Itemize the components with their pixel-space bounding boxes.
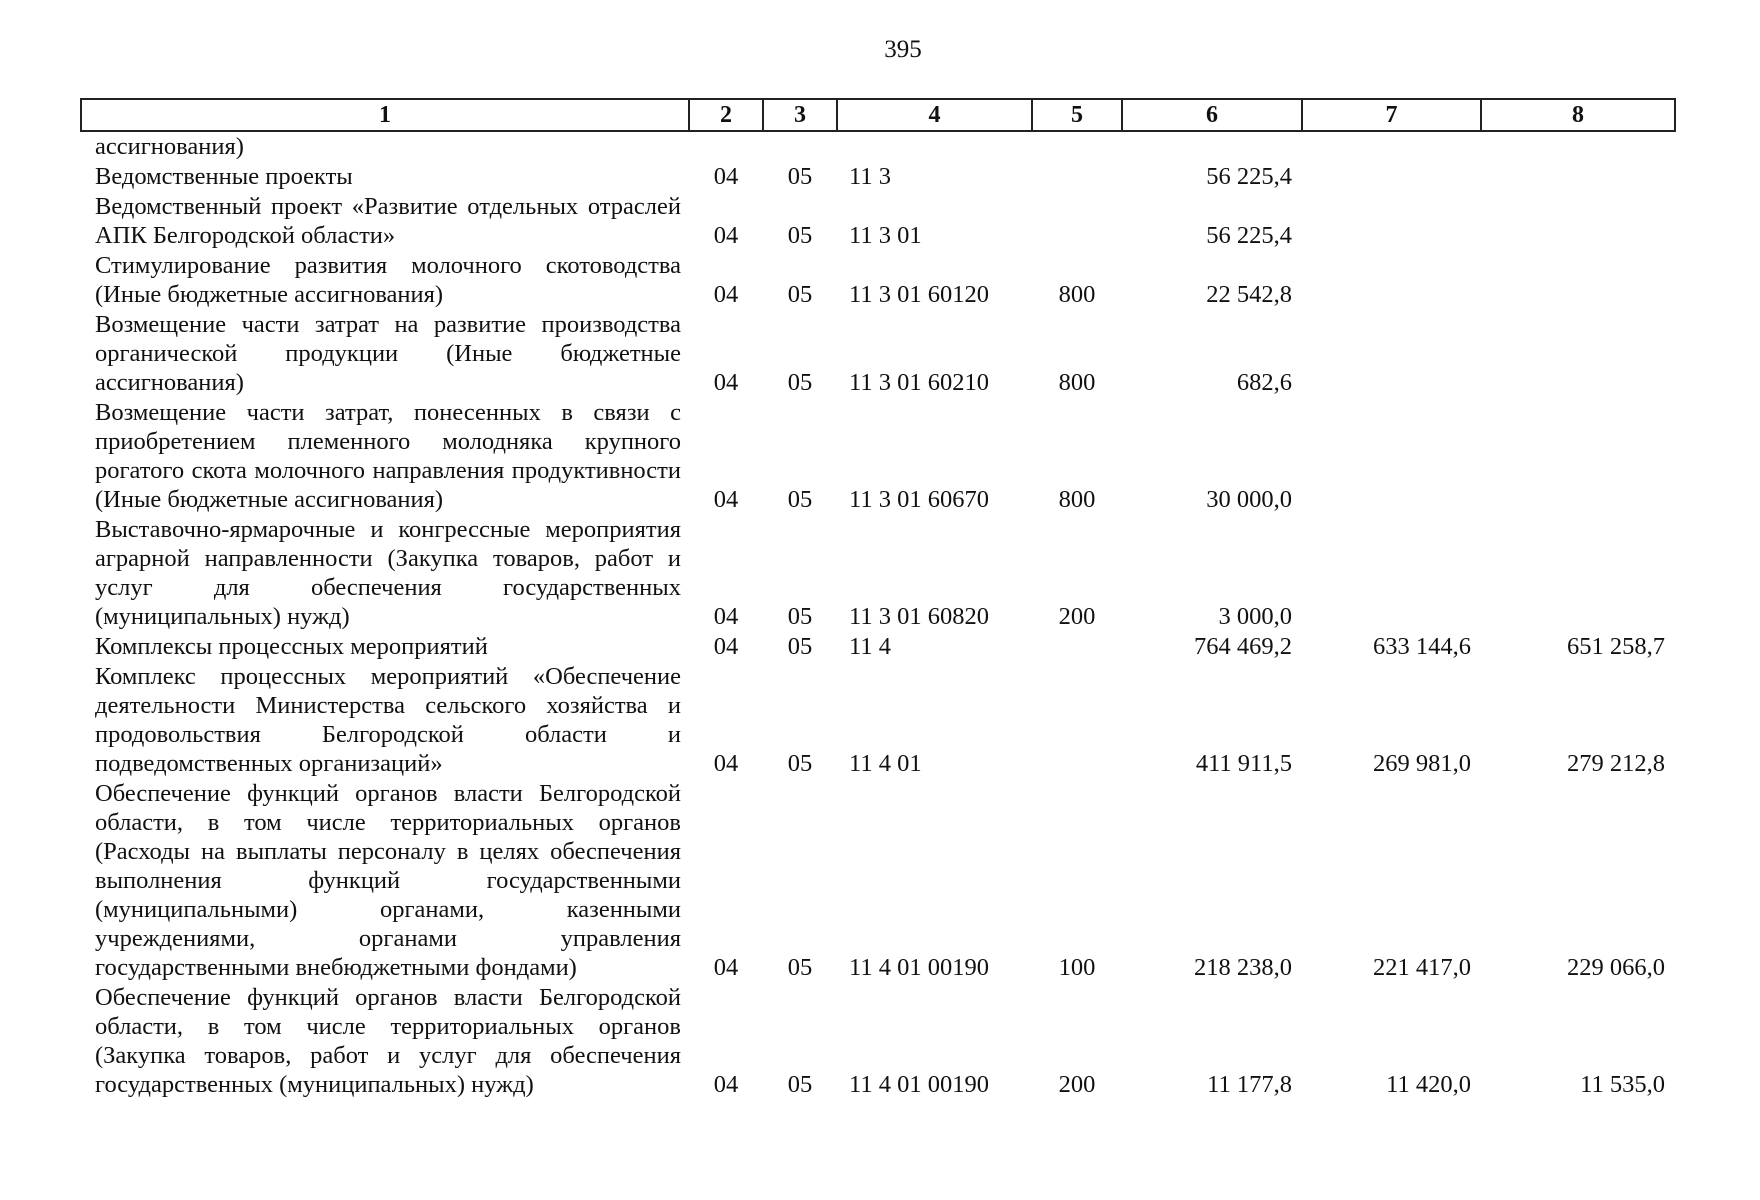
row-target-article-cell: 11 4 01 00190 (849, 954, 989, 981)
row-amount-col6-cell: 30 000,0 (1206, 486, 1292, 513)
row-amount-col7-cell (1302, 251, 1481, 310)
row-expense-type-cell (1032, 632, 1122, 662)
row-expense-type-cell (1032, 162, 1122, 192)
row-amount-col6-cell: 11 177,8 (1207, 1071, 1292, 1098)
table-row (81, 632, 1675, 662)
row-section-cell: 04 (713, 633, 739, 660)
row-name-cell: Обеспечение функций органов власти Белгородской области, в том числе территориальных органов (Закупка товаров, работ и услуг для обеспечения государственных (муниципальных) нужд) (95, 984, 681, 1098)
table-row (81, 779, 1675, 983)
row-section-cell: 04 (713, 281, 739, 308)
row-subsection-cell: 05 (787, 750, 813, 777)
row-name-cell: Выставочно-ярмарочные и конгрессные мероприятия аграрной направленности (Закупка товаров, работ и услуг для обеспечения государственных (муниципальных) нужд) (95, 516, 681, 630)
table-row (81, 310, 1675, 398)
row-amount-col6-cell: 764 469,2 (1194, 633, 1292, 660)
row-amount-col7-cell: 221 417,0 (1373, 954, 1471, 981)
row-amount-col6-cell: 218 238,0 (1194, 954, 1292, 981)
row-subsection-cell: 05 (787, 486, 813, 513)
row-amount-col8-cell: 229 066,0 (1567, 954, 1665, 981)
row-section-cell: 04 (713, 1071, 739, 1098)
table-header (81, 99, 1675, 131)
row-expense-type-cell (1032, 192, 1122, 251)
header-row (81, 99, 1675, 131)
row-target-article-cell: 11 3 01 60120 (849, 281, 989, 308)
row-amount-col8-cell (1481, 192, 1675, 251)
table-row (81, 662, 1675, 779)
row-amount-col6-cell: 682,6 (1236, 369, 1292, 396)
header-col-6: 6 (1122, 99, 1302, 131)
row-section-cell (689, 131, 763, 162)
row-subsection-cell: 05 (787, 163, 813, 190)
row-amount-col6-cell: 56 225,4 (1206, 163, 1292, 190)
table-row (81, 515, 1675, 632)
row-section-cell: 04 (713, 369, 739, 396)
row-expense-type-cell (1032, 662, 1122, 779)
row-expense-type-cell: 800 (1058, 369, 1096, 396)
row-target-article-cell (837, 131, 1032, 162)
row-expense-type-cell: 800 (1058, 281, 1096, 308)
row-target-article-cell: 11 3 01 60820 (849, 603, 989, 630)
row-amount-col7-cell (1302, 310, 1481, 398)
header-col-4: 4 (837, 99, 1032, 131)
row-name-cell: Комплекс процессных мероприятий «Обеспечение деятельности Министерства сельского хозяйства и продовольствия Белгородской области и подведомственных организаций» (95, 663, 681, 777)
row-amount-col7-cell (1302, 398, 1481, 515)
row-target-article-cell: 11 3 (849, 163, 891, 190)
row-subsection-cell: 05 (787, 222, 813, 249)
row-amount-col6-cell: 3 000,0 (1218, 603, 1292, 630)
header-col-5: 5 (1032, 99, 1122, 131)
row-amount-col7-cell (1302, 131, 1481, 162)
table-row (81, 983, 1675, 1100)
row-subsection-cell: 05 (787, 633, 813, 660)
header-col-8: 8 (1481, 99, 1675, 131)
budget-table (80, 98, 1676, 1100)
row-subsection-cell: 05 (787, 281, 813, 308)
row-amount-col6-cell (1122, 131, 1302, 162)
row-name-cell: Возмещение части затрат, понесенных в связи с приобретением племенного молодняка крупного рогатого скота молочного направления продуктивности (Иные бюджетные ассигнования) (95, 399, 681, 513)
row-subsection-cell: 05 (787, 1071, 813, 1098)
header-col-7: 7 (1302, 99, 1481, 131)
header-col-1: 1 (81, 99, 689, 131)
row-amount-col8-cell (1481, 251, 1675, 310)
row-target-article-cell: 11 4 01 00190 (849, 1071, 989, 1098)
row-subsection-cell: 05 (787, 369, 813, 396)
row-subsection-cell (763, 131, 837, 162)
row-amount-col8-cell (1481, 515, 1675, 632)
row-amount-col6-cell: 56 225,4 (1206, 222, 1292, 249)
row-amount-col7-cell (1302, 515, 1481, 632)
header-col-3: 3 (763, 99, 837, 131)
row-target-article-cell: 11 4 01 (849, 750, 922, 777)
row-target-article-cell: 11 3 01 60210 (849, 369, 989, 396)
row-amount-col8-cell: 11 535,0 (1580, 1071, 1665, 1098)
row-amount-col7-cell: 11 420,0 (1386, 1071, 1471, 1098)
row-target-article-cell: 11 3 01 (849, 222, 922, 249)
table-body (81, 131, 1675, 1100)
budget-table-container (80, 98, 1674, 1100)
row-name-cell: Стимулирование развития молочного скотоводства (Иные бюджетные ассигнования) (95, 252, 681, 308)
row-amount-col8-cell: 651 258,7 (1567, 633, 1665, 660)
row-expense-type-cell: 200 (1058, 1071, 1096, 1098)
row-section-cell: 04 (713, 750, 739, 777)
page-number: 395 (884, 36, 922, 63)
row-section-cell: 04 (713, 954, 739, 981)
row-amount-col8-cell: 279 212,8 (1567, 750, 1665, 777)
row-amount-col8-cell (1481, 398, 1675, 515)
row-name-cell: Ведомственный проект «Развитие отдельных отраслей АПК Белгородской области» (95, 193, 681, 249)
row-amount-col6-cell: 22 542,8 (1206, 281, 1292, 308)
row-amount-col7-cell (1302, 192, 1481, 251)
row-amount-col7-cell (1302, 162, 1481, 192)
row-amount-col8-cell (1481, 310, 1675, 398)
row-name-cell: Ведомственные проекты (95, 163, 353, 190)
row-amount-col8-cell (1481, 162, 1675, 192)
table-row (81, 251, 1675, 310)
row-amount-col7-cell: 633 144,6 (1373, 633, 1471, 660)
row-target-article-cell: 11 3 01 60670 (849, 486, 989, 513)
row-expense-type-cell: 800 (1058, 486, 1096, 513)
row-subsection-cell: 05 (787, 603, 813, 630)
row-expense-type-cell (1032, 131, 1122, 162)
header-col-2: 2 (689, 99, 763, 131)
table-row (81, 398, 1675, 515)
row-section-cell: 04 (713, 603, 739, 630)
row-amount-col6-cell: 411 911,5 (1195, 750, 1292, 777)
row-section-cell: 04 (713, 222, 739, 249)
row-name-cell: Возмещение части затрат на развитие производства органической продукции (Иные бюджетные ассигнования) (95, 311, 681, 396)
row-target-article-cell: 11 4 (849, 633, 891, 660)
row-expense-type-cell: 100 (1058, 954, 1096, 981)
row-name-cell: Комплексы процессных мероприятий (95, 633, 488, 660)
table-row (81, 192, 1675, 251)
table-row (81, 131, 1675, 162)
table-row (81, 162, 1675, 192)
row-name-cell: ассигнования) (95, 133, 244, 160)
row-section-cell: 04 (713, 163, 739, 190)
row-amount-col7-cell: 269 981,0 (1373, 750, 1471, 777)
row-section-cell: 04 (713, 486, 739, 513)
row-expense-type-cell: 200 (1058, 603, 1096, 630)
row-name-cell: Обеспечение функций органов власти Белгородской области, в том числе территориальных органов (Расходы на выплаты персоналу в целях обеспечения выполнения функций государственными (муниципальными) органами, казенными учреждениями, органами управления государственными внебюджетными фондами) (95, 780, 681, 981)
row-subsection-cell: 05 (787, 954, 813, 981)
row-amount-col8-cell (1481, 131, 1675, 162)
